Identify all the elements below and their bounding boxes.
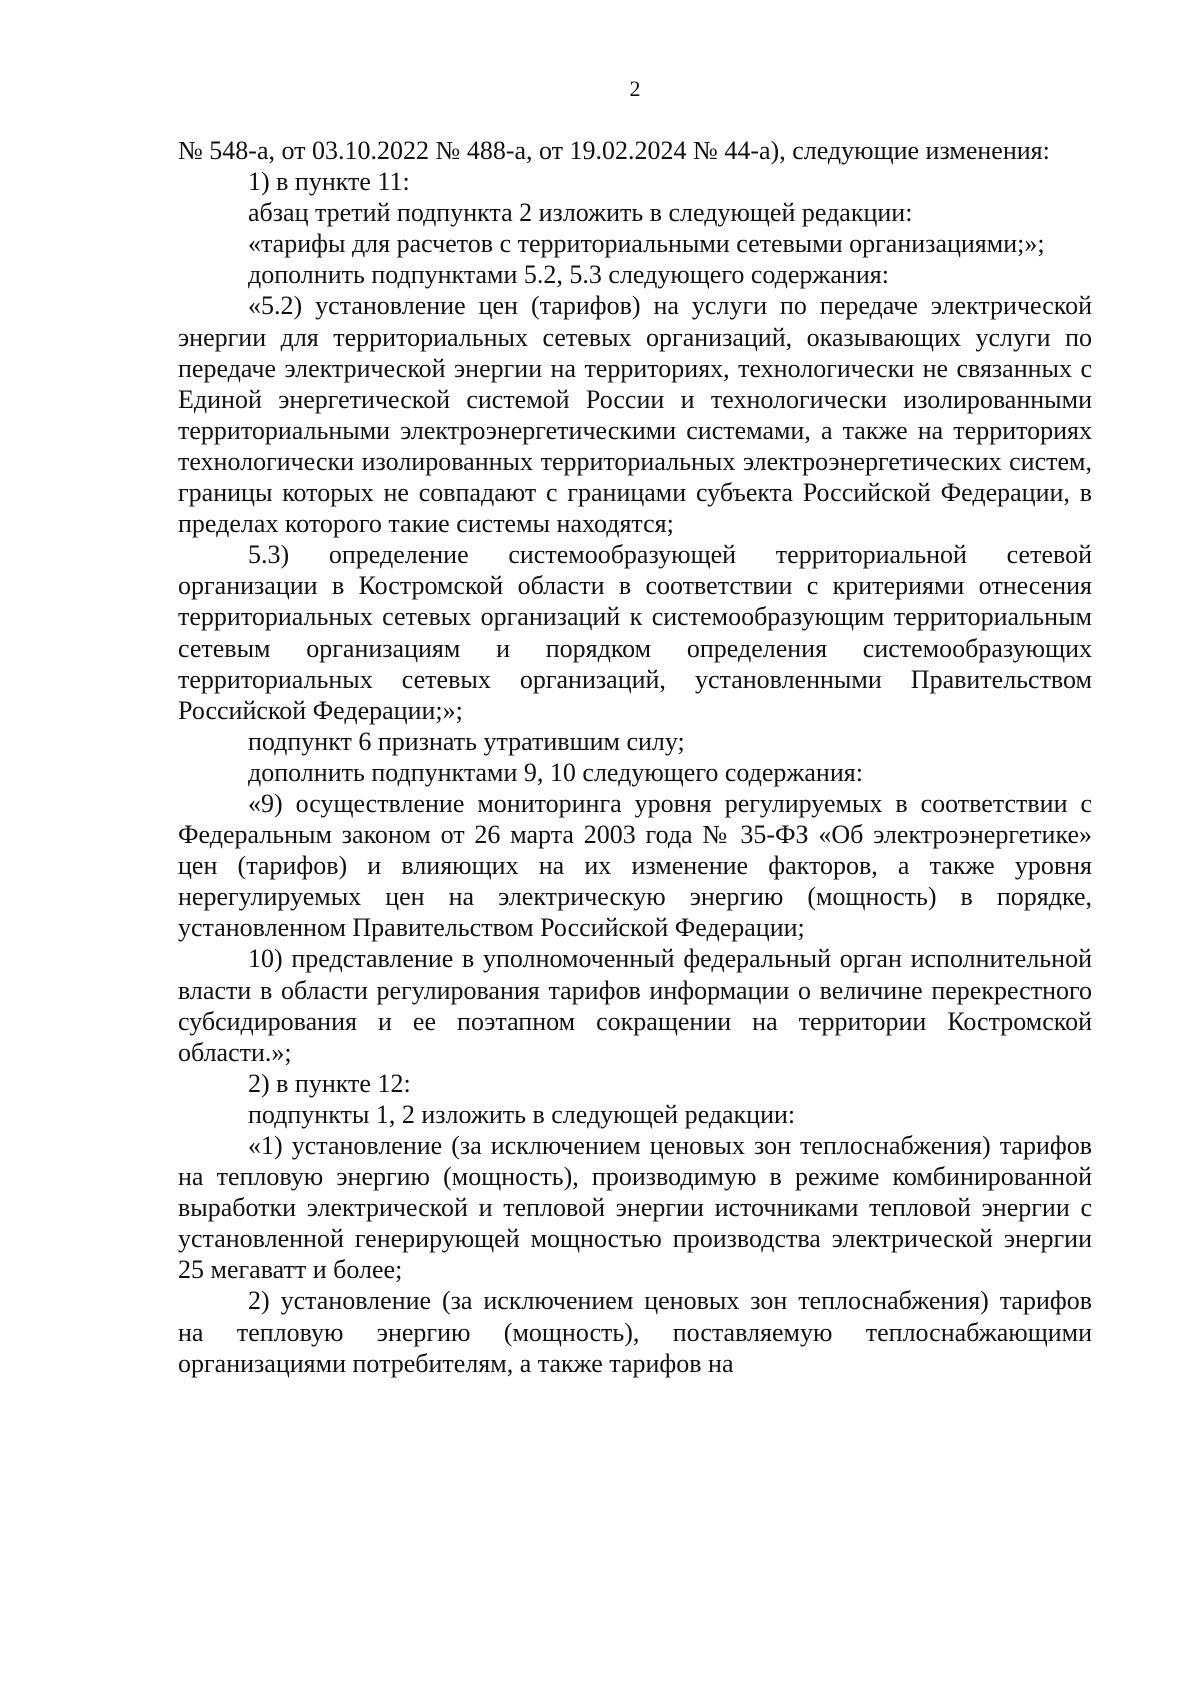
paragraph-5: дополнить подпунктами 5.2, 5.3 следующего содержания: — [248, 260, 889, 290]
paragraph-2: 1) в пункте 11: — [248, 167, 410, 197]
paragraph-10: «9) осуществление мониторинга уровня регулируемых в соответствии с Федеральным законом от 26 марта 2003 года № 35-ФЗ «Об электроэнергетике» цен (тарифов) и влияющих на их изменение факторов, а также уровня нерегулируемых цен на электрическую энергию (мощность) в порядке, установленном Правительством Российской Федерации; — [178, 788, 1092, 943]
paragraph-14: «1) установление (за исключением ценовых зон теплоснабжения) тарифов на тепловую энергию (мощность), производимую в режиме комбинированной выработки электрической и тепловой энергии источниками тепловой энергии с установленной генерирующей мощностью производства электрической энергии 25 мегаватт и более; — [178, 1131, 1092, 1285]
paragraph-9: дополнить подпунктами 9, 10 следующего содержания: — [248, 757, 863, 787]
document-body — [178, 135, 1092, 1379]
paragraph-6: «5.2) установление цен (тарифов) на услуги по передаче электрической энергии для территориальных сетевых организаций, оказывающих услуги по передаче электрической энергии на территориях, технологически не связанных с Единой энергетической системой России и технологически изолированными территориальными электроэнергетическими системами, а также на территориях технологически изолированных территориальных электроэнергетических систем, границы которых не совпадают с границами субъекта Российской Федерации, в пределах которого такие системы находятся; — [178, 291, 1092, 539]
page-number: 2 — [629, 76, 641, 101]
paragraph-11: 10) представление в уполномоченный федеральный орган исполнительной власти в области регулирования тарифов информации о величине перекрестного субсидирования и ее поэтапном сокращении на территории Костромской области.»; — [178, 944, 1092, 1067]
paragraph-12: 2) в пункте 12: — [248, 1068, 411, 1098]
paragraph-3: абзац третий подпункта 2 изложить в следующей редакции: — [248, 198, 913, 228]
paragraph-1: № 548-а, от 03.10.2022 № 488-а, от 19.02.2024 № 44-а), следующие изменения: — [178, 136, 1050, 165]
paragraph-7: 5.3) определение системообразующей территориальной сетевой организации в Костромской области в соответствии с критериями отнесения территориальных сетевых организаций к системообразующим территориальным сетевым организациям и порядком определения системообразующих территориальных сетевых организаций, установленными Правительством Российской Федерации;»; — [178, 540, 1092, 725]
paragraph-4: «тарифы для расчетов с территориальными сетевыми организациями;»; — [248, 229, 1045, 259]
paragraph-8: подпункт 6 признать утратившим силу; — [248, 726, 685, 756]
paragraph-13: подпункты 1, 2 изложить в следующей редакции: — [248, 1099, 796, 1129]
paragraph-15: 2) установление (за исключением ценовых зон теплоснабжения) тарифов на тепловую энергию (мощность), поставляемую теплоснабжающими организациями потребителям, а также тарифов на — [178, 1286, 1092, 1378]
